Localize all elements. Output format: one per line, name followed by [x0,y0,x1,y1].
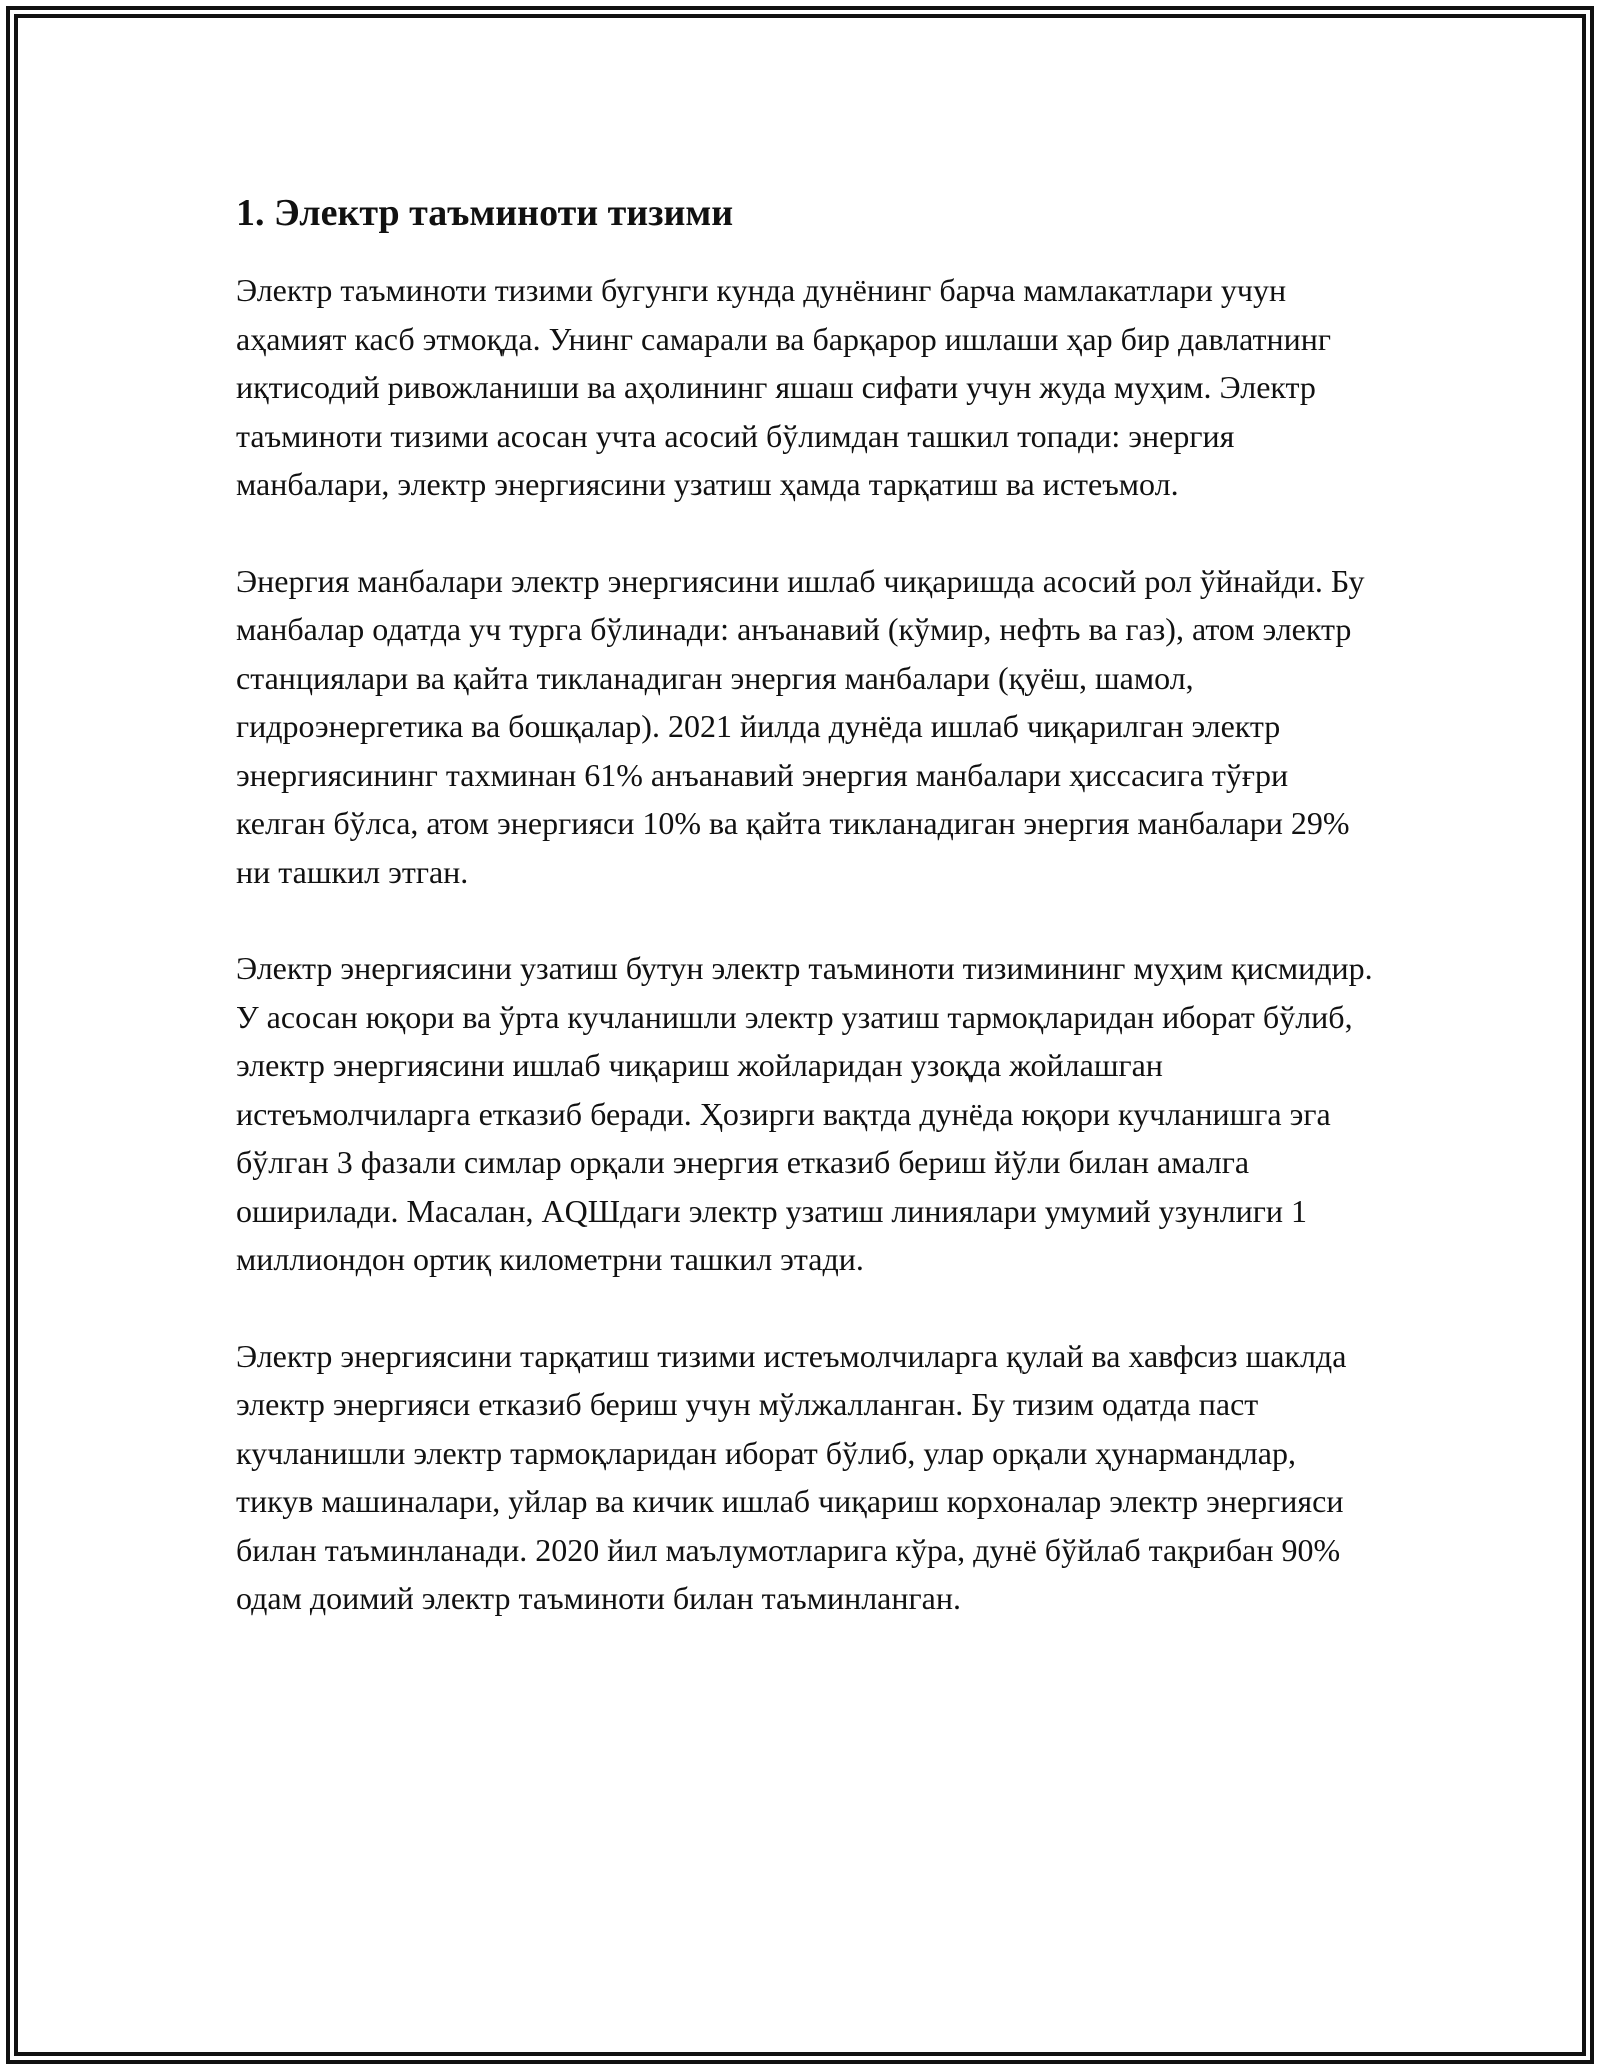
paragraph-transmission: Электр энергиясини узатиш бутун электр таъминоти тизимининг муҳим қисмидир. У асосан юқори ва ўрта кучланишли электр узатиш тармоқларидан иборат бўлиб, электр энергиясини ишлаб чиқариш жойларидан узоқда жойлашган истеъмолчиларга етказиб беради. Ҳозирги вақтда дунёда юқори кучланишга эга бўлган 3 фазали симлар орқали энергия етказиб бериш йўли билан амалга оширилади. Масалан, AQШдаги электр узатиш линиялари умумий узунлиги 1 миллиондон ортиқ километрни ташкил этади. [236,950,1373,1277]
paragraph-energy-sources: Энергия манбалари электр энергиясини ишлаб чиқаришда асосий рол ўйнайди. Бу манбалар одатда уч турга бўлинади: анъанавий (кўмир, нефть ва газ), атом электр станциялари ва қайта тикланадиган энергия манбалари (қуёш, шамол, гидроэнергетика ва бошқалар). 2021 йилда дунёда ишлаб чиқарилган электр энергиясининг тахминан 61% анъанавий энергия манбалари ҳиссасига тўғри келган бўлса, атом энергияси 10% ва қайта тикланадиган энергия манбалари 29% ни ташкил этган. [236,562,1365,890]
paragraph-intro: Электр таъминоти тизими бугунги кунда дунёнинг барча мамлакатлари учун аҳамият касб этмоқда. Унинг самарали ва барқарор ишлаши ҳар бир давлатнинг иқтисодий ривожланиши ва аҳолининг яшаш сифати учун жуда муҳим. Электр таъминоти тизими асосан учта асосий бўлимдан ташкил топади: энергия манбалари, электр энергиясини узатиш ҳамда тарқатиш ва истеъмол. [236,272,1332,502]
document-body [236,186,1376,1671]
paragraph-distribution: Электр энергиясини тарқатиш тизими истеъмолчиларга қулай ва хавфсиз шаклда электр энергияси етказиб бериш учун мўлжалланган. Бу тизим одатда паст кучланишли электр тармоқларидан иборат бўлиб, улар орқали ҳунармандлар, тикув машиналари, уйлар ва кичик ишлаб чиқариш корхоналар электр энергияси билан таъминланади. 2020 йил маълумотларига кўра, дунё бўйлаб тақрибан 90% одам доимий электр таъминоти билан таъминланган. [236,1337,1347,1616]
section-heading: 1. Электр таъминоти тизими [236,192,734,234]
